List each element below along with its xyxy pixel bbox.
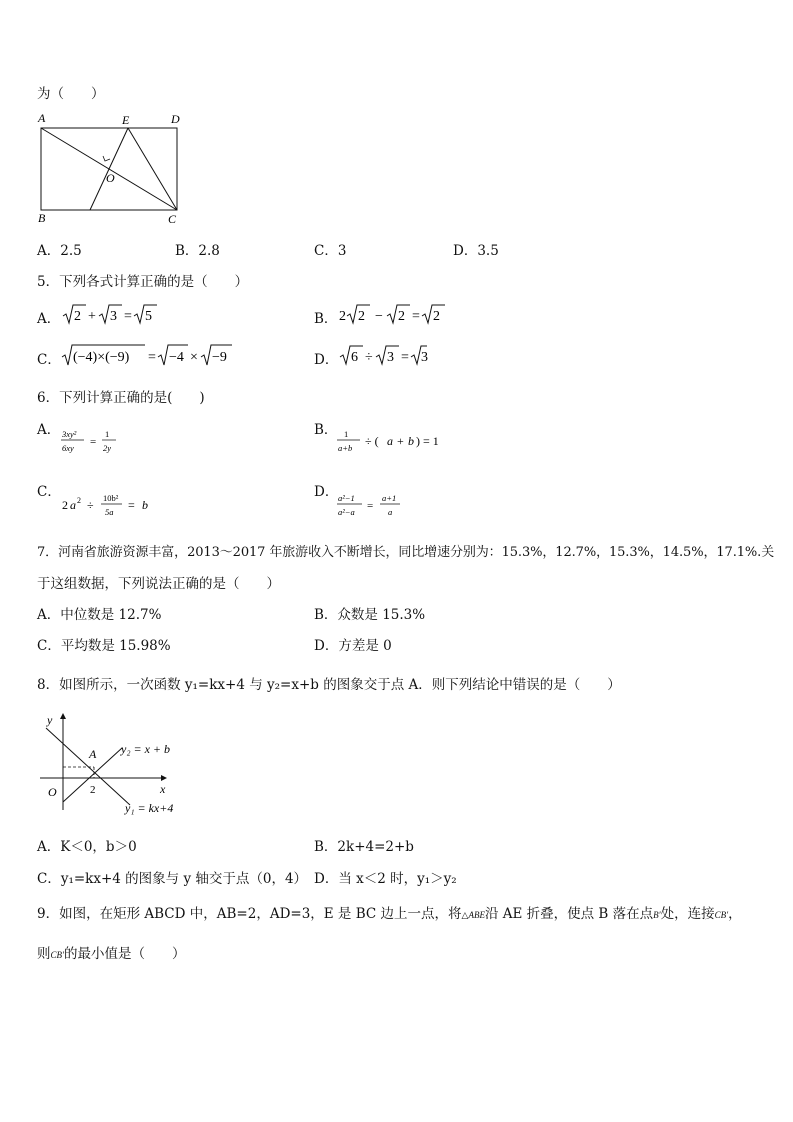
q4-label-O: O [106,171,115,185]
q8-label-y1: y₁ = kx+4 [125,801,174,815]
svg-text:÷ (: ÷ ( [365,434,379,448]
q9-stem-line2 [37,942,185,962]
svg-text:1: 1 [344,429,349,439]
q8-label-y: y [47,713,53,727]
svg-text:2: 2 [433,309,440,324]
q6-expr-d [336,489,416,525]
q5-option-b[interactable]: B． [314,311,338,327]
svg-text:3: 3 [387,350,394,365]
svg-text:2: 2 [74,309,81,324]
q8-option-d[interactable]: D．当 x＜2 时，y₁＞y₂ [314,871,457,887]
q5-expr-b [337,302,447,326]
svg-text:×: × [190,350,198,365]
svg-text:−9: −9 [212,350,227,365]
q9-line2-a: 则 [37,946,51,962]
q4-figure [34,108,194,230]
q4-label-D: D [171,112,180,126]
q5-expr-c [60,342,235,368]
svg-text:a: a [387,434,393,448]
q9-stem-c: 处，连接 [660,906,715,922]
svg-text:=: = [90,436,97,448]
svg-text:) = 1: ) = 1 [416,434,439,448]
svg-text:=: = [128,498,135,512]
q4-option-b[interactable]: B．2.8 [175,243,220,259]
svg-text:+: + [88,309,96,324]
svg-text:=: = [401,350,409,365]
q5-option-a[interactable]: A． [37,311,61,327]
svg-text:3: 3 [421,350,428,365]
q5-option-d[interactable]: D． [314,352,339,368]
q9-stem-d: ， [728,906,742,922]
q9-line2-cbprime: CB′ [50,950,64,960]
q9-bprime: B′ [653,910,661,920]
q6-option-b[interactable]: B． [314,422,338,438]
q7-option-c[interactable]: C．平均数是 15.98% [37,638,171,654]
q5-expr-a [60,302,160,326]
q7-option-d[interactable]: D．方差是 0 [314,638,392,654]
q8-label-y2: y₂ = x + b [121,742,171,756]
q6-option-d[interactable]: D． [314,484,339,500]
svg-text:3: 3 [110,309,117,324]
q6-expr-c [60,489,160,525]
svg-text:a: a [388,507,393,517]
q4-option-d[interactable]: D．3.5 [453,243,499,259]
q5-option-c[interactable]: C． [37,352,61,368]
q6-expr-a [60,425,130,461]
q8-stem: 8．如图所示，一次函数 y₁=kx+4 与 y₂=x+b 的图象交于点 A．则下列结论中错误的是（ ） [37,677,621,693]
q4-label-C: C [168,212,177,226]
q4-label-A: A [38,111,46,125]
svg-text:=: = [124,309,132,324]
q6-option-c[interactable]: C． [37,484,61,500]
svg-text:10b²: 10b² [103,493,119,503]
svg-text:1: 1 [105,429,110,439]
q9-stem-a: 9．如图，在矩形 ABCD 中，AB=2，AD=3，E 是 BC 边上一点，将 [37,906,462,922]
svg-text:b: b [408,434,414,448]
svg-text:2: 2 [62,498,68,512]
svg-text:2y: 2y [103,443,112,453]
svg-text:a+1: a+1 [382,493,397,503]
q8-label-O: O [48,785,57,799]
svg-text:2: 2 [358,309,365,324]
svg-text:b: b [142,498,148,512]
q9-line2-c: 的最小值是（ ） [63,946,186,962]
q5-stem: 5．下列各式计算正确的是（ ） [37,274,249,290]
q9-stem-b: 沿 AE 折叠，使点 B 落在点 [484,906,654,922]
q9-triangle: △ABE [461,910,485,920]
q7-stem-line2: 于这组数据，下列说法正确的是（ ） [37,576,280,592]
svg-text:−4: −4 [169,350,184,365]
svg-text:5: 5 [145,309,152,324]
q7-stem-line1: 7．河南省旅游资源丰富，2013～2017 年旅游收入不断增长，同比增速分别为：15.3%，12.7%，15.3%，14.5%，17.1%.关 [37,545,775,560]
svg-text:−: − [375,309,383,324]
q9-stem-line1 [37,902,742,922]
svg-text:=: = [412,309,420,324]
q6-stem: 6．下列计算正确的是( ) [37,390,205,406]
svg-text:(−4)×(−9): (−4)×(−9) [73,350,130,365]
q6-expr-b [336,425,456,461]
svg-text:a²−a: a²−a [338,507,355,517]
q8-label-2: 2 [90,784,96,796]
q8-option-a[interactable]: A．K＜0，b＞0 [37,839,137,855]
svg-text:÷: ÷ [365,350,373,365]
q8-option-c[interactable]: C．y₁=kx+4 的图象与 y 轴交于点（0，4） [37,871,308,887]
q7-option-b[interactable]: B．众数是 15.3% [314,607,426,623]
svg-text:=: = [148,350,156,365]
q8-label-x: x [160,782,166,796]
svg-text:2: 2 [339,309,346,324]
svg-text:÷: ÷ [87,498,94,512]
svg-text:a: a [70,498,76,512]
svg-text:+: + [397,434,404,448]
svg-text:2: 2 [77,496,81,505]
q4-label-E: E [122,113,130,127]
svg-text:5a: 5a [105,507,114,517]
svg-text:6: 6 [351,350,358,365]
q7-option-a[interactable]: A．中位数是 12.7% [37,607,162,623]
q4-tail: 为（ ） [37,86,105,102]
svg-text:a+b: a+b [338,443,353,453]
q5-expr-d [337,343,429,367]
svg-text:3xy²: 3xy² [62,429,77,439]
svg-text:=: = [367,500,374,512]
q4-option-a[interactable]: A．2.5 [37,243,82,259]
q8-label-A: A [89,747,97,761]
svg-text:6xy: 6xy [62,443,74,453]
q4-option-c[interactable]: C．3 [314,243,347,259]
svg-text:a²−1: a²−1 [338,493,355,503]
q4-label-B: B [38,211,46,225]
q8-figure [36,710,201,822]
q6-option-a[interactable]: A． [37,422,61,438]
svg-text:2: 2 [398,309,405,324]
q9-cbprime: CB′ [714,910,729,920]
q8-option-b[interactable]: B．2k+4=2+b [314,839,414,855]
